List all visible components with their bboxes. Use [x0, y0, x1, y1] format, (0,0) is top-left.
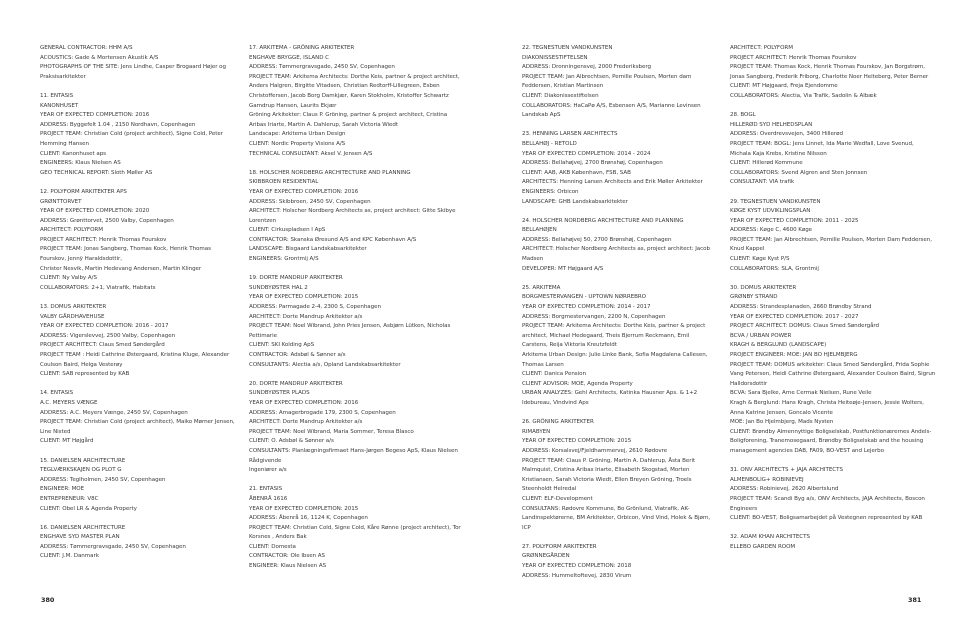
entry-heading: 18. HOLSCHER NORDBERG ARCHITECTURE AND PLANNING	[249, 169, 411, 176]
entry-line: CLIENT: Obel LR & Agenda Property	[40, 505, 137, 512]
entry-line: YEAR OF EXPECTED COMPLETION: 2020	[40, 208, 150, 215]
entry-line: ADDRESS: Bellahøjvej, 2700 Brønshøj, Copenhagen	[522, 160, 663, 167]
entry-line: PROJECT TEAM: Scandi Byg a/s, ONV Architects, JAJA Architects, Boscon Engineers	[730, 495, 925, 512]
entry-heading: ARCHITECT: POLYFORM	[730, 45, 793, 51]
entry-line: YEAR OF EXPECTED COMPLETION: 2017 - 2027	[730, 313, 859, 320]
entry-line: ADDRESS: Åbenrå 16, 1124 K, Copenhagen	[249, 515, 368, 522]
entry-line: ADDRESS: Parmagade 2-4, 2300 S, Copenhagen	[249, 304, 381, 311]
entry-line: PROJECT ARCHITECT: Claus Smed Søndergård	[40, 342, 165, 349]
entry-line: PROJECT TEAM: Arkitema Architects: Dorthe Keis, partner & project architect, Anders Halgren, Birgitte Vitadsen, Christian Redtorff-Lillegreen, Esben Christoffersen, Jacob Borg Damkjær, Karen Stokholm, Kristoffer Schwartz Gamdrup Hansen, Laurits Ekjær	[249, 73, 460, 109]
entry-line: KRAGH & BERGLUND (LANDSCAPE)	[730, 342, 827, 349]
entry-line: COLLABORATORS: Svend Algren and Sten Jonnsen	[730, 169, 868, 176]
entry-heading: 31. ONV ARCHITECTS + JAJA ARCHITECTS	[730, 467, 843, 474]
project-entry	[730, 466, 936, 524]
entry-heading: 30. DOMUS ARKITEKTER	[730, 284, 797, 291]
project-entry	[249, 44, 461, 159]
entry-line: CLIENT: Nordic Property Visions A/S	[249, 140, 346, 147]
entry-heading: GENERAL CONTRACTOR: HHM A/S	[40, 45, 133, 51]
entry-line: PROJECT TEAM: Christian Cold, Signe Cold, Kåre Rønne (project architect), Tor Korsnes , Anders Bak	[249, 524, 461, 541]
project-entry	[40, 389, 236, 447]
entry-line: ARCHITECT: Holscher Nordberg Architects as, project architect: Jacob Madsen	[522, 246, 710, 263]
entry-line: PROJECT TEAM: Christian Cold (project architect), Signe Cold, Peter Hemming Hansen	[40, 131, 223, 147]
entry-line: BCVA: Sara Bjelke, Arne Cermak Nielsen, Rune Veile	[730, 390, 872, 397]
entry-line: GRØNNEGÅRDEN	[522, 553, 570, 560]
column-4	[730, 44, 936, 562]
entry-line: CLIENT: Ny Valby A/S	[40, 275, 97, 282]
entry-line: BELLAHØJEN	[522, 227, 557, 234]
entry-line: PROJECT ENGINEER: MOE: JAN BO HJELMBJERG	[730, 352, 858, 358]
entry-line: CLIENT: Kanonhuset aps	[40, 150, 107, 157]
project-entry	[249, 380, 461, 476]
entry-line: GRØNTTORVET	[40, 198, 82, 205]
entry-line: ENGINEERS: Orbicon	[522, 188, 579, 195]
project-entry	[522, 543, 712, 581]
project-entry	[40, 303, 236, 380]
entry-heading: 24. HOLSCHER NORDBERG ARCHITECTURE AND PLANNING	[522, 217, 684, 224]
entry-line: ARCHITECT: Holscher Nordberg Architects as, project architect: Gitte Skibye Lorentzen	[249, 208, 456, 224]
entry-line: ADDRESS: Teglholmen, 2450 SV, Copenhagen	[40, 476, 166, 483]
entry-line: CONSULTANTS: Planlægningsfirmaet Hans-Jørgen Begeso ApS, Klaus Nielsen Rådgivende	[249, 447, 458, 464]
entry-line: CLIENT: O. Adsbøl & Sønner a/s	[249, 438, 334, 445]
entry-line: TEGLVÆRKSKAJEN OG PLOT G	[40, 467, 122, 474]
entry-line: ACOUSTICS: Gade & Mortensen Akustik A/S	[40, 54, 159, 61]
project-entry	[522, 130, 712, 207]
entry-heading: 25. ARKITEMA	[522, 284, 561, 291]
entry-line: YEAR OF EXPECTED COMPLETION: 2015	[249, 294, 359, 301]
entry-line: ADDRESS: Køge C, 4600 Køge	[730, 227, 813, 234]
entry-line: CONSULTANT: VIA trafik	[730, 179, 795, 186]
entry-line: CLIENT: BO-VEST, Boligsamarbejdet på Vestegnen represented by KAB	[730, 515, 923, 522]
entry-line: LANDSCAPE: Bisgaard Landskabsarkitekter	[249, 246, 367, 253]
entry-line: RIMABYEN	[522, 428, 551, 435]
entry-line: PROJECT TEAM: Claus P. Gröning, Martin A. Dahlerup, Åsta Berit Malmquist, Cristina Aribas Iriarte, Elisabeth Skogstad, Morten Kristiansen, Sarah Victoria Wiedt, Ellen Breyen Gröning, Troels Steenholdt Helredal	[522, 457, 696, 493]
entry-line: DIAKONISSESTIFTELSEN	[522, 54, 588, 61]
entry-line: Gröning Arkitekter: Claus P. Gröning, partner & project architect, Cristina Aribas Iriarte, Martin A. Dahlerup, Sarah Victoria Wiedt	[249, 112, 448, 128]
entry-line: CLIENT: Danica Pension	[522, 371, 586, 378]
project-entry	[40, 524, 236, 562]
entry-line: CONSULTANS: Rødovre Kommune, Bo Grönlund, Viatrafik, AK-Landinspektørerne, BM Arkitekter, Orbicon, Vind Vind, Holek & Bjørn, ICP	[522, 505, 711, 531]
entry-heading: 22. TEGNESTUEN VANDKUNSTEN	[522, 45, 613, 51]
entry-line: COLLABORATORS: HaCaPø A/S, Esbensen A/S, Marianne Levinsen Landskab ApS	[522, 102, 701, 119]
entry-line: YEAR OF EXPECTED COMPLETION: 2018	[522, 563, 632, 570]
entry-line: COLLABORATORS: SLA, Grontmij	[730, 265, 819, 272]
project-entry	[249, 485, 461, 571]
entry-line: PROJECT TEAM: Jan Albrechtsen, Pernille Poulsen, Morten dam Feddersen, Kristian Martinsen	[522, 73, 692, 90]
page-number-right: 381	[908, 596, 922, 604]
entry-line: ENGHAVE SYD MASTER PLAN	[40, 534, 120, 541]
entry-line: PROJECT ARCHITECT: Henrik Thomas Fourskov	[40, 236, 167, 243]
entry-line: CONTRACTOR: Skanska Øresund A/S and KPC København A/S	[249, 236, 417, 243]
entry-line: ADDRESS: Skibbroen, 2450 SV, Copenhagen	[249, 198, 371, 205]
entry-line: ENGINEERS: Grontmij A/S	[249, 256, 319, 263]
project-entry	[522, 418, 712, 533]
entry-line: ADDRESS: Grønttorvet, 2500 Valby, Copenhagen	[40, 217, 174, 224]
entry-line: YEAR OF EXPECTED COMPLETION: 2011 - 2025	[730, 217, 859, 224]
entry-line: SUNDBYØSTER HAL 2	[249, 284, 308, 291]
entry-line: ELLEBO GARDEN ROOM	[730, 543, 796, 550]
entry-line: PHOTOGRAPHS OF THE SITE: Jens Lindhe, Casper Brogaard Højer og Praksisarkitekter	[40, 64, 226, 80]
entry-heading: 27. POLYFORM ARKITEKTER	[522, 543, 597, 550]
entry-line: ARCHITECT: Dorte Mandrup Arkitekter a/s	[249, 313, 363, 320]
entry-line: A.C. MEYERS VÆNGE	[40, 399, 98, 406]
entry-line: ADDRESS: Bellahøjvej 50, 2700 Brønshøj, Copenhagen	[522, 236, 672, 243]
entry-line: VALBY GÅRDHAVEHUSE	[40, 313, 105, 320]
entry-line: YEAR OF EXPECTED COMPLETION: 2015	[522, 438, 632, 445]
entry-heading: 14. ENTASIS	[40, 390, 74, 397]
entry-line: CLIENT: Diakonissestiftelsen	[522, 92, 599, 99]
entry-line: CLIENT: Cirkuspladsen I ApS	[249, 227, 326, 234]
entry-line: ENGINEER: Klaus Nielsen AS	[249, 563, 327, 570]
entry-line: YEAR OF EXPECTED COMPLETION: 2014 - 2017	[522, 304, 651, 311]
entry-line: ADDRESS: Robinievej, 2620 Albertslund	[730, 486, 839, 493]
entry-line: PROJECT TEAM: Arkitema Architects: Dorthe Keis, partner & project architect, Michael Hedegaard, Theis Bjerrum Reckmann, Emil Carstens, Reija Viktoria Kreutzfeldt	[522, 323, 706, 349]
entry-line: YEAR OF EXPECTED COMPLETION: 2015	[249, 505, 359, 512]
entry-line: ADDRESS: Tømmergravsgade, 2450 SV, Copenhagen	[40, 543, 186, 550]
entry-heading: 12. POLYFORM ARKITEKTER APS	[40, 188, 127, 195]
entry-line: ENGINEER: MOE	[40, 486, 85, 493]
entry-line: YEAR OF EXPECTED COMPLETION: 2016	[249, 188, 359, 195]
entry-heading: 26. GRÖNING ARKITEKTER	[522, 419, 594, 426]
entry-line: CLIENT: J.M. Danmark	[40, 553, 99, 560]
entry-line: YEAR OF EXPECTED COMPLETION: 2014 - 2024	[522, 150, 651, 157]
entry-line: SKIBBROEN RESIDENTIAL	[249, 179, 319, 186]
entry-line: GEO TECHNICAL REPORT: Sloth Møller AS	[40, 169, 153, 176]
entry-line: ADDRESS: Byggefelt 1.04 , 2150 Nordhavn, Copenhagen	[40, 121, 196, 128]
entry-heading: 11. ENTASIS	[40, 92, 74, 99]
entry-line: PROJECT ARCHITECT: DOMUS: Claus Smed Søndergård	[730, 323, 880, 330]
entry-line: ADDRESS: Borgmestervangen, 2200 N, Copenhagen	[522, 313, 666, 320]
entry-line: ADDRESS: Vigerslevvej, 2500 Valby, Copenhagen	[40, 332, 176, 339]
entry-line: CLIENT: Køge Kyst P/S	[730, 256, 790, 263]
entry-heading: 17. ARKITEMA - GRÖNING ARKITEKTER	[249, 45, 355, 51]
entry-line: CONSULTANTS: Alectia a/s, Opland Landskabsarkitekter	[249, 361, 401, 368]
entry-line: PROJECT TEAM : Heidi Cathrine Østergaard, Kristina Kluge, Alexander Coulson Baird, Helga Vesterøy	[40, 352, 230, 368]
entry-line: PROJECT TEAM: Christian Cold (project architect), Maiko Mørner Jensen, Line Nisted	[40, 419, 235, 435]
project-entry	[730, 284, 936, 457]
entry-heading: 20. DORTE MANDRUP ARKITEKTER	[249, 380, 343, 387]
entry-line: Christer Nesvik, Martin Hedevang Andersen, Martin Klinger	[40, 265, 202, 272]
entry-line: ARCHITECT: Dorte Mandrup Arkitekter a/s	[249, 419, 363, 426]
entry-heading: 16. DANIELSEN ARCHITECTURE	[40, 524, 126, 531]
project-entry	[522, 217, 712, 275]
entry-line: MOE: Jan Bo Hjelmbjerg, Mads Nysten	[730, 419, 834, 426]
entry-line: ADDRESS: Strandesplanaden, 2660 Brøndby Strand	[730, 304, 872, 311]
entry-line: LANDSCAPE: GHB Landskabsarkitekter	[522, 198, 628, 205]
entry-line: DEVELOPER: MT Højgaard A/S	[522, 265, 604, 272]
entry-line: COLLABORATORS: Alectia, Via Trafik, Sadolin & Albæk	[730, 92, 877, 99]
entry-line: HILLERØD SYD HELHEDSPLAN	[730, 121, 813, 128]
project-entry	[40, 188, 236, 294]
entry-line: ALMENBOLIG+ ROBINIEVEJ	[730, 476, 804, 483]
entry-line: ADDRESS: Hummeltoftevej, 2830 Virum	[522, 572, 632, 579]
entry-line: CLIENT: ELF-Development	[522, 495, 593, 502]
entry-heading: 15. DANIELSEN ARCHITECTURE	[40, 457, 126, 464]
project-entry	[730, 44, 936, 102]
entry-line: CLIENT: Domesta	[249, 543, 296, 550]
column-1	[40, 44, 236, 572]
project-entry	[249, 274, 461, 370]
entry-heading: 21. ENTASIS	[249, 486, 283, 493]
entry-line: PROJECT TEAM: DOMUS arkitekter: Claus Smed Søndergård, Frida Sophie Vang Petersen, Heidi Cathrine Østergaard, Alexander Coulson Baird, Sigrun Halldorsdottir	[730, 361, 936, 387]
entry-line: BORGMESTERVANGEN - UPTOWN NØRREBRO	[522, 294, 646, 301]
entry-line: PROJECT TEAM: Jonas Sangberg, Thomas Kock, Henrik Thomas Fourskov, Jennÿ Haraldsdottir,	[40, 246, 211, 263]
entry-line: Arkitema Urban Design: Julie Linke Bank, Sofia Magdalena Callesen, Thomas Larsen	[522, 352, 708, 368]
column-3	[522, 44, 712, 591]
entry-line: BELLAHØJ - RETOLD	[522, 140, 577, 147]
project-entry	[40, 44, 236, 82]
entry-line: URBAN ANALYZES: Gehl Architects, Katinka Hausner Aps. & 1+2 Idebureau, Vindvind Aps	[522, 390, 698, 406]
page-number-left: 380	[41, 596, 55, 604]
entry-heading: 23. HENNING LARSEN ARCHITECTS	[522, 131, 618, 138]
project-entry	[522, 284, 712, 409]
entry-heading: 29. TEGNESTUEN VANDKUNSTEN	[730, 198, 821, 205]
column-2	[249, 44, 461, 581]
entry-line: CLIENT ADVISOR: MOE, Agenda Property	[522, 380, 633, 387]
entry-line: GRØNBY STRAND	[730, 294, 778, 301]
entry-line: CLIENT: Brøndby Almennyttige Boligselskab, Postfunktionærernes Andels-Boligforening, Tranemosegaard, Brøndby Boligselskab and the housing management agencies DAB, FA09, BO-VEST and Lejerbo	[730, 428, 932, 454]
entry-line: BCVA / URBAN POWER	[730, 332, 792, 339]
entry-line: YEAR OF EXPECTED COMPLETION: 2016	[249, 399, 359, 406]
entry-line: CLIENT: Hillerød Kommune	[730, 160, 803, 167]
entry-line: CLIENT: AAB, AKB København, FSB, SAB	[522, 169, 631, 176]
entry-line: ADDRESS: Dronningensvej, 2000 Frederiksberg	[522, 64, 651, 71]
entry-line: ADDRESS: A.C. Meyers Vænge, 2450 SV, Copenhagen	[40, 409, 188, 416]
entry-line: ARCHITECTS: Henning Larsen Architects and Erik Møller Arkitekter	[522, 179, 703, 186]
entry-heading: 19. DORTE MANDRUP ARKITEKTER	[249, 275, 343, 282]
entry-line: CONTRACTOR: Ole Ibsen AS	[249, 553, 325, 560]
entry-line: Kragh & Berglund: Hans Kragh, Christa Heiteøje-Jensen, Jessie Wolters, Anna Katrine Jensen, Goncalo Vicente	[730, 399, 924, 416]
entry-line: ENTREPRENEUR: V8C	[40, 495, 99, 502]
entry-line: ÅBENRÅ 1616	[249, 495, 288, 502]
entry-heading: 28. BOGL	[730, 112, 756, 119]
entry-line: TECHNICAL CONSULTANT: Aksel V. Jensen A/S	[249, 150, 373, 157]
entry-line: KANONHUSET	[40, 102, 79, 109]
project-entry	[730, 111, 936, 188]
entry-line: PROJECT TEAM: BOGL: Jens Linnet, Ida Marie Wedfall, Love Svenud, Michala Kaja Krebs, Kristine Nilsson	[730, 140, 914, 157]
entry-line: ENGHAVE BRYGGE, ISLAND C	[249, 54, 329, 61]
entry-line: PROJECT TEAM: Noel Wibrand, Maria Sommer, Teresa Blasco	[249, 428, 414, 435]
entry-line: SUNDBYØSTER PLADS	[249, 390, 310, 397]
project-entry	[730, 198, 936, 275]
entry-line: Landscape: Arkitema Urban Design	[249, 131, 346, 138]
project-entry	[40, 92, 236, 178]
entry-line: PROJECT TEAM: Noel Wibrand, John Pries Jensen, Asbjørn Lütken, Nicholas Pettimarie	[249, 323, 451, 339]
entry-line: PROJECT TEAM: Thomas Kock, Henrik Thomas Fourskov, Jan Borgstrøm, Jonas Sangberg, Frederik Friborg, Charlotte Noer Heiteberg, Peter Berner	[730, 64, 929, 80]
entry-line: CLIENT: MT Højgård	[40, 438, 94, 445]
project-entry	[40, 457, 236, 515]
entry-line: ENGINEERS: Klaus Nielsen AS	[40, 160, 121, 167]
entry-line: CLIENT: SKI Kolding ApS	[249, 342, 315, 349]
entry-line: PROJECT ARCHITECT: Henrik Thomas Fourskov	[730, 54, 857, 61]
entry-line: ADDRESS: Tømmergravsgade, 2450 SV, Copenhagen	[249, 64, 395, 71]
entry-heading: 13. DOMUS ARKITEKTER	[40, 304, 107, 311]
entry-line: CONTRACTOR: Adsbøl & Sønner a/s	[249, 352, 346, 358]
entry-heading: 32. ADAM KHAN ARCHITECTS	[730, 534, 810, 541]
entry-line: CLIENT: SAB represented by KAB	[40, 371, 130, 378]
entry-line: ADDRESS: Amagerbrogade 179, 2300 S, Copenhagen	[249, 409, 396, 416]
project-entry	[730, 533, 936, 552]
entry-line: CLIENT: MT Højgaard, Freja Ejendomme	[730, 83, 838, 90]
entry-line: YEAR OF EXPECTED COMPLETION: 2016 - 2017	[40, 323, 169, 330]
entry-line: COLLABORATORS: 2+1, Viatrafik, Habitats	[40, 284, 156, 291]
entry-line: ADDRESS: Korsalsvej/Fjeldhammervej, 2610 Rødovre	[522, 447, 668, 454]
entry-line: ADDRESS: Overdrevsvejen, 3400 Hillerød	[730, 131, 843, 138]
entry-line: ARCHITECT: POLYFORM	[40, 227, 103, 234]
entry-line: YEAR OF EXPECTED COMPLETION: 2016	[40, 112, 150, 119]
project-entry	[522, 44, 712, 121]
project-entry	[249, 169, 461, 265]
entry-line: Ingeniører a/s	[249, 467, 287, 474]
entry-line: KØGE KYST UDVIKLINGSPLAN	[730, 208, 811, 215]
entry-line: PROJECT TEAM: Jan Albrechtsen, Pernille Poulsen, Morten Dam Feddersen, Knud Kappel	[730, 236, 932, 253]
